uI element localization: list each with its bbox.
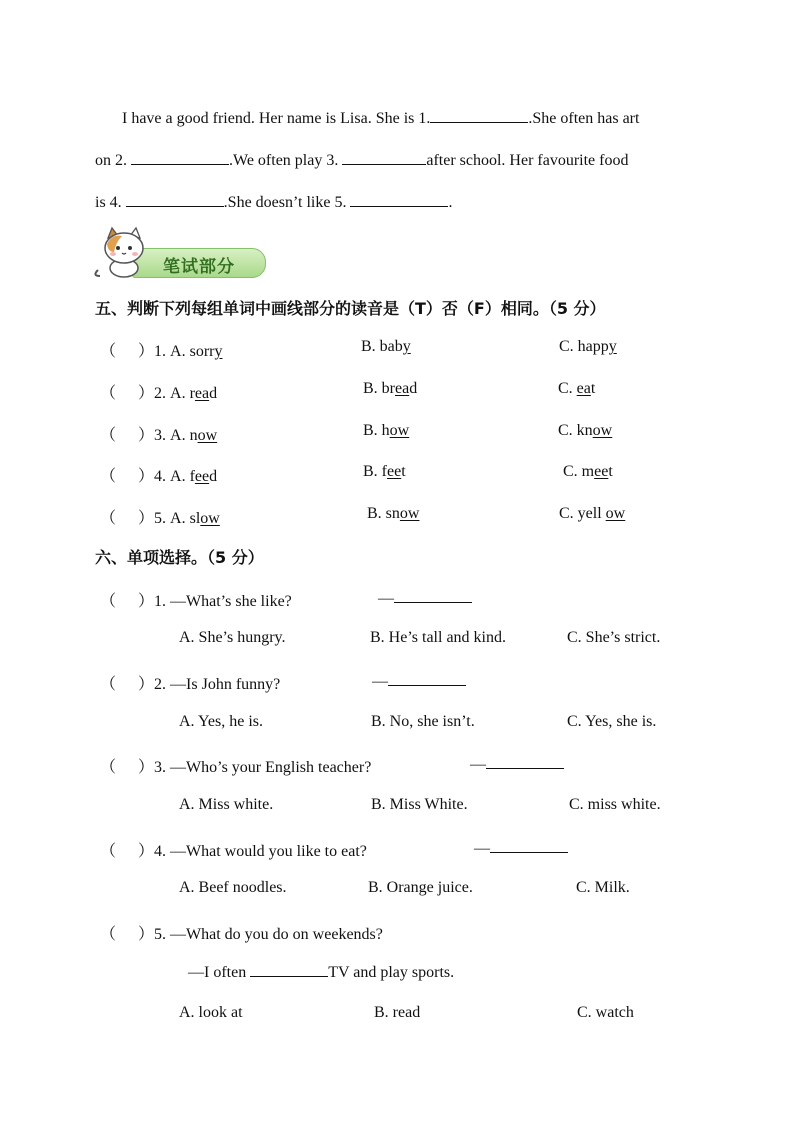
- dash: —: [474, 840, 490, 857]
- option-c: C. Milk.: [576, 879, 630, 896]
- option-b: B. read: [374, 1004, 421, 1021]
- answer-line-4: [474, 838, 568, 858]
- underlined-part: ow: [399, 505, 420, 522]
- option-a: A. Yes, he is.: [179, 713, 264, 730]
- word-part: t: [401, 463, 406, 480]
- passage-line-1: [122, 108, 639, 128]
- paren-close: ）: [138, 843, 155, 860]
- option-b: B. No, she isn’t.: [371, 713, 475, 730]
- question-row-2: [100, 671, 280, 694]
- question-number: 5.: [154, 926, 167, 943]
- answer-blank-1[interactable]: [430, 108, 528, 123]
- word-part: f: [189, 468, 195, 485]
- phonics-row: [100, 463, 217, 486]
- question-text: —Who’s your English teacher?: [170, 759, 372, 776]
- question-row-4: [100, 838, 367, 861]
- word-part: t: [608, 463, 613, 480]
- underlined-part: ow: [197, 427, 218, 444]
- underlined-part: ow: [605, 505, 626, 522]
- item-number: 2. A.: [154, 385, 186, 402]
- option-c: C. miss white.: [569, 796, 661, 813]
- dash: —: [378, 590, 394, 607]
- word-b: [361, 338, 411, 356]
- word-part: sl: [189, 510, 201, 527]
- question-text: —What’s she like?: [170, 593, 292, 610]
- answer-line-3: [470, 754, 564, 774]
- word-part: d: [409, 380, 418, 397]
- underlined-part: ee: [387, 463, 402, 480]
- option-a: A. Miss white.: [179, 796, 274, 813]
- answer-blank-4[interactable]: [126, 192, 224, 207]
- word-a: [190, 427, 218, 444]
- answer-blank[interactable]: [490, 838, 568, 853]
- underlined-part: ea: [576, 380, 591, 397]
- underlined-part: ow: [592, 422, 613, 439]
- option-a: A. Beef noodles.: [179, 879, 287, 896]
- word-part: t: [590, 380, 596, 397]
- passage-text: .She doesn’t like 5.: [223, 194, 347, 211]
- question-row-1: [100, 588, 292, 611]
- cat-mascot-icon: [94, 226, 154, 278]
- paren-close: ）: [138, 510, 155, 527]
- passage-line-3: [95, 192, 452, 212]
- question-number: 2.: [154, 676, 167, 693]
- banner-label: 笔试部分: [163, 257, 235, 277]
- item-number: 1. A.: [154, 343, 186, 360]
- passage-text: on 2.: [95, 152, 127, 169]
- word-part: C. happ: [559, 338, 609, 355]
- underlined-part: ee: [594, 463, 609, 480]
- word-part: C.: [558, 380, 577, 397]
- word-b: [363, 463, 406, 481]
- phonics-row: [100, 505, 220, 528]
- question-number: 1.: [154, 593, 167, 610]
- question-row-3: [100, 754, 371, 777]
- underlined-part: ea: [395, 380, 410, 397]
- question-row-5: [100, 921, 383, 944]
- passage-line-2: [95, 150, 628, 170]
- phonics-row: [100, 380, 217, 403]
- word-a: [190, 385, 218, 402]
- word-c: [563, 463, 613, 481]
- section-6-title: 六、单项选择。（5 分）: [95, 548, 264, 567]
- answer-blank-2[interactable]: [131, 150, 229, 165]
- word-b: [363, 380, 417, 398]
- answer-text: —I often: [188, 964, 247, 981]
- option-c: C. Yes, she is.: [567, 713, 657, 730]
- answer-line-5: [188, 962, 454, 982]
- paren-close: ）: [138, 759, 155, 776]
- question-text: —What do you do on weekends?: [170, 926, 383, 943]
- passage-text: is 4.: [95, 194, 122, 211]
- word-a: [190, 343, 223, 360]
- question-number: 4.: [154, 843, 167, 860]
- underlined-part: y: [402, 338, 411, 355]
- answer-blank[interactable]: [394, 588, 472, 603]
- answer-line-2: [372, 671, 466, 691]
- item-number: 4. A.: [154, 468, 186, 485]
- paren-open: （: [100, 759, 117, 776]
- word-a: [190, 510, 220, 527]
- word-part: r: [189, 385, 195, 402]
- underlined-part: ow: [200, 510, 220, 527]
- answer-blank[interactable]: [486, 754, 564, 769]
- word-part: d: [209, 468, 218, 485]
- option-a: A. She’s hungry.: [179, 629, 286, 646]
- word-part: C. yell: [559, 505, 606, 522]
- paren-close: ）: [138, 676, 155, 693]
- passage-text: .: [448, 194, 453, 211]
- word-c: [558, 380, 595, 398]
- paren-close: ）: [138, 593, 155, 610]
- dash: —: [372, 673, 388, 690]
- paren-close: ）: [138, 385, 155, 402]
- underlined-part: ee: [194, 468, 210, 485]
- underlined-part: ow: [389, 422, 410, 439]
- paren-open: （: [100, 843, 117, 860]
- option-b: B. Miss White.: [371, 796, 468, 813]
- word-c: [559, 338, 617, 356]
- word-part: sorr: [189, 343, 215, 360]
- underlined-part: y: [214, 343, 223, 360]
- answer-blank[interactable]: [250, 962, 328, 977]
- option-b: B. He’s tall and kind.: [370, 629, 506, 646]
- passage-text: after school. Her favourite food: [426, 152, 629, 169]
- paren-open: （: [100, 385, 117, 402]
- paren-close: ）: [138, 427, 155, 444]
- paren-close: ）: [138, 468, 155, 485]
- word-c: [559, 505, 625, 523]
- answer-blank-3[interactable]: [342, 150, 426, 165]
- paren-open: （: [100, 427, 117, 444]
- word-part: B. br: [363, 380, 395, 397]
- option-a: A. look at: [179, 1004, 243, 1021]
- item-number: 5. A.: [154, 510, 186, 527]
- passage-text: .She often has art: [528, 110, 640, 127]
- paren-open: （: [100, 468, 117, 485]
- word-part: B. h: [363, 422, 390, 439]
- section-5-title: 五、判断下列每组单词中画线部分的读音是（T）否（F）相同。（5 分）: [95, 299, 606, 318]
- answer-blank-5[interactable]: [350, 192, 448, 207]
- word-part: B. sn: [367, 505, 400, 522]
- answer-blank[interactable]: [388, 671, 466, 686]
- paren-close: ）: [138, 926, 155, 943]
- dash: —: [470, 756, 486, 773]
- word-c: [558, 422, 612, 440]
- underlined-part: y: [608, 338, 617, 355]
- option-b: B. Orange juice.: [368, 879, 473, 896]
- paren-open: （: [100, 593, 117, 610]
- paren-open: （: [100, 676, 117, 693]
- word-a: [190, 468, 218, 485]
- word-part: B. bab: [361, 338, 403, 355]
- passage-text: I have a good friend. Her name is Lisa. She is 1.: [122, 110, 431, 127]
- passage-text: .We often play 3.: [229, 152, 339, 169]
- word-b: [363, 422, 409, 440]
- word-part: d: [209, 385, 218, 402]
- question-number: 3.: [154, 759, 167, 776]
- paren-open: （: [100, 343, 117, 360]
- question-text: —What would you like to eat?: [170, 843, 367, 860]
- word-part: n: [189, 427, 198, 444]
- word-b: [367, 505, 419, 523]
- word-part: B. f: [363, 463, 387, 480]
- item-number: 3. A.: [154, 427, 186, 444]
- answer-line-1: [378, 588, 472, 608]
- phonics-row: [100, 422, 217, 445]
- underlined-part: ea: [194, 385, 210, 402]
- word-part: C. kn: [558, 422, 593, 439]
- paren-open: （: [100, 926, 117, 943]
- paren-open: （: [100, 510, 117, 527]
- word-part: C. m: [563, 463, 595, 480]
- option-c: C. watch: [577, 1004, 634, 1021]
- paren-close: ）: [138, 343, 155, 360]
- answer-text: TV and play sports.: [328, 964, 455, 981]
- phonics-row: [100, 338, 222, 361]
- question-text: —Is John funny?: [170, 676, 281, 693]
- option-c: C. She’s strict.: [567, 629, 661, 646]
